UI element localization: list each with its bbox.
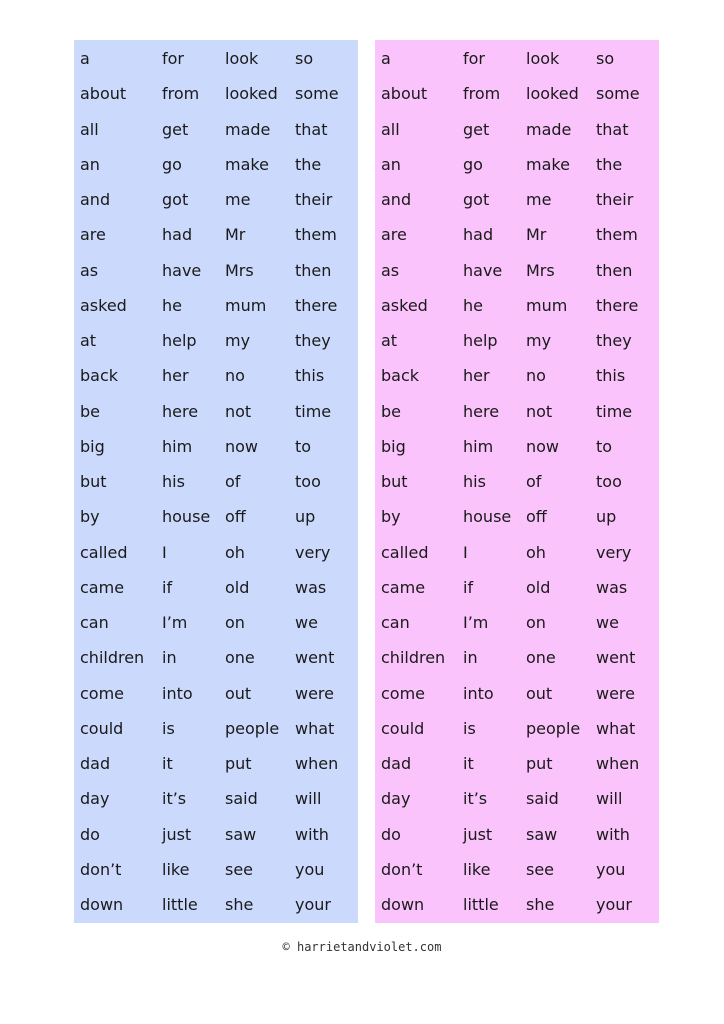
word: too <box>295 472 321 491</box>
word: some <box>596 84 640 104</box>
word: said <box>526 789 559 809</box>
word: saw <box>225 824 257 844</box>
word: about <box>381 84 428 104</box>
word: had <box>463 225 494 245</box>
word: my <box>225 331 251 350</box>
word: could <box>381 718 425 738</box>
word: mum <box>225 295 267 315</box>
word: there <box>596 295 639 315</box>
word: down <box>80 895 124 914</box>
word: we <box>596 613 619 632</box>
word: big <box>381 436 406 456</box>
word: what <box>596 718 636 738</box>
word: like <box>463 859 491 879</box>
word: saw <box>526 824 558 844</box>
word: look <box>526 49 560 68</box>
word: very <box>295 542 331 562</box>
word: with <box>295 824 329 844</box>
word: people <box>225 718 280 738</box>
word: if <box>463 577 474 597</box>
word: here <box>463 401 500 421</box>
word: in <box>162 648 177 668</box>
word: their <box>295 190 333 209</box>
word: oh <box>526 542 546 562</box>
word: an <box>381 154 401 174</box>
word: was <box>596 577 628 597</box>
word: just <box>162 824 192 844</box>
word: so <box>295 49 314 68</box>
word: there <box>295 295 338 315</box>
word: put <box>225 754 252 773</box>
word: you <box>295 859 325 879</box>
word: make <box>526 154 570 174</box>
word: but <box>381 472 408 491</box>
word: this <box>295 366 325 386</box>
word: up <box>295 507 316 527</box>
word: asked <box>80 295 127 315</box>
word: him <box>463 436 494 456</box>
word-list-pink <box>375 40 659 923</box>
word: had <box>162 225 193 245</box>
word: she <box>225 895 254 914</box>
word: in <box>463 648 478 668</box>
word: then <box>295 260 332 280</box>
word: big <box>80 436 105 456</box>
word: the <box>295 154 322 174</box>
word: be <box>381 401 401 421</box>
word: old <box>526 577 551 597</box>
word: from <box>463 84 501 104</box>
word: when <box>596 754 640 773</box>
word: help <box>463 331 498 350</box>
word-list-blue <box>74 40 358 923</box>
word: no <box>526 366 546 386</box>
word: off <box>526 507 547 527</box>
word: what <box>295 718 335 738</box>
word: of <box>526 472 542 491</box>
word: is <box>162 718 175 738</box>
word: no <box>225 366 245 386</box>
word: see <box>225 859 254 879</box>
word: me <box>526 190 552 209</box>
word: they <box>596 331 632 350</box>
word: were <box>295 683 334 703</box>
word: to <box>596 436 613 456</box>
word: this <box>596 366 626 386</box>
word: them <box>295 225 337 245</box>
word: to <box>295 436 312 456</box>
word: them <box>596 225 638 245</box>
word: do <box>381 824 401 844</box>
word: it’s <box>463 789 488 809</box>
word: we <box>295 613 318 632</box>
word: little <box>162 895 198 914</box>
word: Mr <box>225 225 246 245</box>
word: are <box>381 225 407 245</box>
word: get <box>463 119 490 139</box>
word: off <box>225 507 246 527</box>
word: children <box>381 648 446 668</box>
word: go <box>463 154 483 174</box>
word: go <box>162 154 182 174</box>
word: said <box>225 789 258 809</box>
word: time <box>295 401 332 421</box>
word: come <box>381 683 426 703</box>
word: into <box>463 683 494 703</box>
word: called <box>80 542 128 562</box>
word: now <box>225 436 259 456</box>
word: will <box>295 789 322 809</box>
word: looked <box>225 84 278 104</box>
word: like <box>162 859 190 879</box>
word: for <box>463 49 485 68</box>
word: as <box>381 260 400 280</box>
word: Mrs <box>225 260 254 280</box>
word: your <box>295 895 331 914</box>
word: a <box>381 49 391 68</box>
word: at <box>381 331 398 350</box>
word: can <box>381 613 410 632</box>
word: I’m <box>463 613 489 632</box>
word: house <box>463 507 512 527</box>
word: and <box>381 190 412 209</box>
word: made <box>526 119 572 139</box>
word: make <box>225 154 269 174</box>
word: at <box>80 331 97 350</box>
word: dad <box>80 754 111 773</box>
word: are <box>80 225 106 245</box>
word: see <box>526 859 555 879</box>
copyright-footer: © harrietandviolet.com <box>282 940 442 954</box>
word: too <box>596 472 622 491</box>
word: I’m <box>162 613 188 632</box>
word: of <box>225 472 241 491</box>
word: then <box>596 260 633 280</box>
word: back <box>80 366 119 386</box>
word: my <box>526 331 552 350</box>
word: she <box>526 895 555 914</box>
word: will <box>596 789 623 809</box>
word: me <box>225 190 251 209</box>
word: his <box>463 472 486 491</box>
word: were <box>596 683 635 703</box>
word: house <box>162 507 211 527</box>
word: looked <box>526 84 579 104</box>
word: his <box>162 472 185 491</box>
word: her <box>162 366 189 386</box>
word: by <box>80 507 100 527</box>
word: he <box>463 295 483 315</box>
word: little <box>463 895 499 914</box>
word: day <box>80 789 110 809</box>
word: help <box>162 331 197 350</box>
word: here <box>162 401 199 421</box>
word: don’t <box>381 859 423 879</box>
word: so <box>596 49 615 68</box>
word: put <box>526 754 553 773</box>
word: oh <box>225 542 245 562</box>
word: when <box>295 754 339 773</box>
word: as <box>80 260 99 280</box>
word: and <box>80 190 111 209</box>
word: day <box>381 789 411 809</box>
word: the <box>596 154 623 174</box>
word: out <box>225 683 252 703</box>
word: dad <box>381 754 412 773</box>
word: can <box>80 613 109 632</box>
word: an <box>80 154 100 174</box>
word: back <box>381 366 420 386</box>
word-grid-pink <box>375 40 659 923</box>
word: by <box>381 507 401 527</box>
word: was <box>295 577 327 597</box>
word: have <box>162 260 202 280</box>
word: her <box>463 366 490 386</box>
word: come <box>80 683 125 703</box>
word: Mrs <box>526 260 555 280</box>
word: your <box>596 895 632 914</box>
word: one <box>225 648 255 668</box>
word: all <box>80 119 99 139</box>
word-grid-blue <box>74 40 358 923</box>
word: they <box>295 331 331 350</box>
word: it <box>463 754 474 773</box>
word: got <box>463 190 490 209</box>
word: called <box>381 542 429 562</box>
word: not <box>526 401 553 421</box>
word: he <box>162 295 182 315</box>
word: I <box>162 542 167 562</box>
word: came <box>381 577 426 597</box>
word: but <box>80 472 107 491</box>
word: down <box>381 895 425 914</box>
word: time <box>596 401 633 421</box>
word: all <box>381 119 400 139</box>
word: Mr <box>526 225 547 245</box>
word: don’t <box>80 859 122 879</box>
word: children <box>80 648 145 668</box>
word: about <box>80 84 127 104</box>
word: with <box>596 824 630 844</box>
word: mum <box>526 295 568 315</box>
word: old <box>225 577 250 597</box>
word: from <box>162 84 200 104</box>
word: it <box>162 754 173 773</box>
word: not <box>225 401 252 421</box>
word: went <box>596 648 636 668</box>
word: now <box>526 436 560 456</box>
word: into <box>162 683 193 703</box>
word: on <box>526 613 546 632</box>
word: him <box>162 436 193 456</box>
word: a <box>80 49 90 68</box>
word: one <box>526 648 556 668</box>
word: got <box>162 190 189 209</box>
word: asked <box>381 295 428 315</box>
word: very <box>596 542 632 562</box>
word: get <box>162 119 189 139</box>
word: just <box>463 824 493 844</box>
word: could <box>80 718 124 738</box>
word: it’s <box>162 789 187 809</box>
word: if <box>162 577 173 597</box>
word: up <box>596 507 617 527</box>
word: do <box>80 824 100 844</box>
word: be <box>80 401 100 421</box>
word: I <box>463 542 468 562</box>
word: their <box>596 190 634 209</box>
word: out <box>526 683 553 703</box>
word: that <box>596 119 629 139</box>
word: people <box>526 718 581 738</box>
word: on <box>225 613 245 632</box>
word: you <box>596 859 626 879</box>
word: made <box>225 119 271 139</box>
word: some <box>295 84 339 104</box>
word: came <box>80 577 125 597</box>
word: is <box>463 718 476 738</box>
word: that <box>295 119 328 139</box>
word: have <box>463 260 503 280</box>
word: for <box>162 49 184 68</box>
word: look <box>225 49 259 68</box>
word: went <box>295 648 335 668</box>
